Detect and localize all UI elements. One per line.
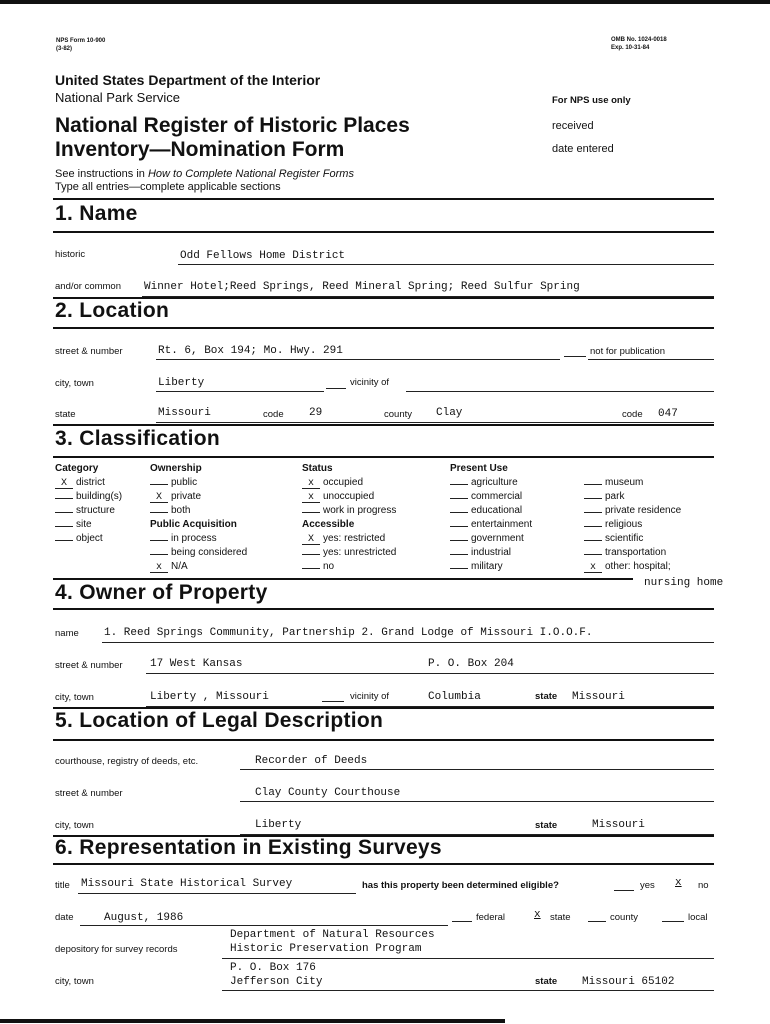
historic-value: Odd Fellows Home District: [180, 250, 346, 262]
depository-line2: Historic Preservation Program: [230, 943, 422, 955]
location-state-value: Missouri: [158, 407, 211, 419]
vicinity-blank: [326, 388, 346, 389]
use-transportation: transportation: [584, 546, 681, 560]
bottom-border: [0, 1019, 505, 1023]
checkbox-mark: [584, 540, 602, 541]
section3-bottom-rule: [53, 456, 714, 458]
local-level-label: local: [688, 912, 708, 923]
survey-title-value: Missouri State Historical Survey: [81, 878, 293, 890]
checkbox-mark: [55, 540, 73, 541]
checkbox-mark: [302, 568, 320, 569]
accessible-no: no: [302, 560, 396, 574]
use-entertainment: entertainment: [450, 518, 532, 532]
ownership-private: X private: [150, 490, 247, 504]
owner-vicinity-blank: [322, 701, 344, 702]
location-city-value: Liberty: [158, 377, 205, 389]
checkbox-mark: [584, 498, 602, 499]
ownership-public: public: [150, 476, 247, 490]
location-city-underline: [156, 391, 324, 392]
checkbox-mark: [302, 554, 320, 555]
omb-number: OMB No. 1024-0018: [611, 37, 667, 43]
location-vicinity-label: vicinity of: [350, 377, 390, 388]
section5-bottom-rule: [53, 739, 714, 741]
category-group: [55, 462, 122, 546]
survey-title-underline: [78, 893, 356, 894]
section2-heading: 2. Location: [55, 299, 170, 322]
status-unoccupied: x unoccupied: [302, 490, 396, 504]
top-border: [0, 0, 770, 4]
not-for-publication-blank: [564, 356, 586, 357]
state-mark: x: [534, 909, 541, 921]
acquisition-na: x N/A: [150, 560, 247, 574]
instructions-line2: Type all entries—complete applicable sections: [55, 181, 281, 193]
use-park: park: [584, 490, 681, 504]
owner-state-value: Missouri: [572, 691, 625, 703]
owner-vicinity-value: Columbia: [428, 691, 481, 703]
instructions-title: How to Complete National Register Forms: [147, 168, 354, 180]
checkbox-mark: [150, 512, 168, 513]
section4-bottom-rule: [53, 608, 714, 610]
checkbox-mark: [450, 512, 468, 513]
ownership-title: Ownership: [150, 463, 202, 474]
form-title-line2: Inventory—Nomination Form: [55, 138, 345, 161]
omb-expires: Exp. 10-31-84: [611, 45, 650, 51]
depository-label: depository for survey records: [55, 944, 178, 955]
owner-name-underline: [102, 642, 714, 643]
checkbox-mark: X: [302, 535, 320, 545]
location-county-code: 047: [658, 408, 678, 420]
checkbox-mark: x: [150, 563, 168, 573]
use-religious: religious: [584, 518, 681, 532]
category-buildings: building(s): [55, 490, 122, 504]
checkbox-mark: [55, 512, 73, 513]
checkbox-mark: x: [302, 493, 320, 503]
historic-label: historic: [55, 249, 86, 260]
section4-heading: 4. Owner of Property: [55, 581, 268, 604]
present-use-group: [450, 462, 532, 574]
legal-city-value: Liberty: [255, 819, 302, 831]
checkbox-mark: [584, 484, 602, 485]
survey-date-label: date: [55, 912, 74, 923]
nps-use-only: For NPS use only: [552, 95, 631, 106]
federal-label: federal: [476, 912, 506, 923]
location-county-label: county: [384, 409, 412, 420]
section1-heading: 1. Name: [55, 202, 138, 225]
checkbox-mark: [450, 540, 468, 541]
survey-state-label: state: [535, 976, 558, 987]
checkbox-mark: X: [55, 479, 73, 489]
present-use-title: Present Use: [450, 463, 508, 474]
instructions-prefix: See instructions in: [55, 168, 145, 180]
owner-street-value2: P. O. Box 204: [428, 658, 514, 670]
checkbox-mark: X: [150, 493, 168, 503]
owner-state-label: state: [535, 691, 558, 702]
agency-name: National Park Service: [55, 90, 180, 105]
section3-top-rule: [53, 424, 714, 426]
checkbox-mark: [450, 568, 468, 569]
use-educational: educational: [450, 504, 532, 518]
location-street-underline-end: [588, 359, 714, 360]
location-county-value: Clay: [436, 407, 463, 419]
ownership-both: both: [150, 504, 247, 518]
common-label: and/or common: [55, 281, 122, 292]
survey-city-underline: [222, 990, 714, 991]
status-title: Status: [302, 463, 333, 474]
checkbox-mark: x: [302, 479, 320, 489]
not-for-publication-label: not for publication: [590, 346, 665, 357]
use-private-residence: private residence: [584, 504, 681, 518]
owner-vicinity-label: vicinity of: [350, 691, 390, 702]
acquisition-being-considered: being considered: [150, 546, 247, 560]
location-state-code: 29: [309, 407, 323, 419]
use-other: x other: hospital;: [584, 560, 681, 574]
ownership-group: [150, 462, 247, 574]
federal-blank: [452, 921, 472, 922]
section2-bottom-rule: [53, 327, 714, 329]
checkbox-mark: [150, 540, 168, 541]
checkbox-mark: [55, 498, 73, 499]
owner-street-label: street & number: [55, 660, 123, 671]
courthouse-value: Recorder of Deeds: [255, 755, 368, 767]
category-district: X district: [55, 476, 122, 490]
checkbox-mark: [150, 484, 168, 485]
eligible-no-mark: x: [675, 877, 682, 889]
accessible-title: Accessible: [302, 519, 355, 530]
checkbox-mark: [584, 512, 602, 513]
checkbox-mark: [302, 512, 320, 513]
section1-bottom-rule: [53, 231, 714, 233]
checkbox-mark: [450, 498, 468, 499]
location-county-code-label: code: [622, 409, 643, 420]
survey-city-line1: P. O. Box 176: [230, 962, 316, 974]
form-revision: (3-82): [56, 46, 73, 52]
checkbox-mark: [584, 526, 602, 527]
legal-street-underline: [240, 801, 714, 802]
department-name: United States Department of the Interior: [55, 72, 321, 88]
courthouse-label: courthouse, registry of deeds, etc.: [55, 756, 199, 767]
depository-line1: Department of Natural Resources: [230, 929, 435, 941]
location-street-value: Rt. 6, Box 194; Mo. Hwy. 291: [158, 345, 343, 357]
legal-state-label: state: [535, 820, 558, 831]
legal-street-label: street & number: [55, 788, 123, 799]
category-structure: structure: [55, 504, 122, 518]
checkbox-mark: x: [584, 563, 602, 573]
category-object: object: [55, 532, 122, 546]
owner-name-value: 1. Reed Springs Community, Partnership 2. Grand Lodge of Missouri I.O.O.F.: [104, 627, 593, 639]
status-occupied: x occupied: [302, 476, 396, 490]
accessible-restricted: X yes: restricted: [302, 532, 396, 546]
checkbox-mark: [450, 484, 468, 485]
instructions: [55, 168, 354, 180]
owner-street-underline: [146, 673, 714, 674]
section6-heading: 6. Representation in Existing Surveys: [55, 836, 442, 859]
survey-city-label: city, town: [55, 976, 94, 987]
owner-street-value: 17 West Kansas: [150, 658, 243, 670]
category-site: site: [55, 518, 122, 532]
eligible-no-label: no: [698, 880, 709, 891]
location-street-label: street & number: [55, 346, 123, 357]
acquisition-in-process: in process: [150, 532, 247, 546]
location-state-underline: [156, 422, 714, 423]
checkbox-mark: [55, 526, 73, 527]
county-blank: [588, 921, 606, 922]
section3-heading: 3. Classification: [55, 427, 220, 450]
state-level-label: state: [550, 912, 571, 923]
location-state-label: state: [55, 409, 76, 420]
county-level-label: county: [610, 912, 638, 923]
eligible-yes-blank: [614, 890, 634, 891]
use-industrial: industrial: [450, 546, 532, 560]
owner-name-label: name: [55, 628, 79, 639]
historic-underline: [178, 264, 714, 265]
form-number: NPS Form 10-900: [56, 38, 106, 44]
eligible-yes-label: yes: [640, 880, 655, 891]
status-group: [302, 462, 396, 574]
common-value: Winner Hotel;Reed Springs, Reed Mineral Spring; Reed Sulfur Spring: [144, 281, 580, 293]
use-commercial: commercial: [450, 490, 532, 504]
present-use-group-2: [584, 476, 681, 574]
location-state-code-label: code: [263, 409, 284, 420]
legal-street-value: Clay County Courthouse: [255, 787, 401, 799]
checkbox-mark: [450, 554, 468, 555]
checkbox-mark: [450, 526, 468, 527]
survey-title-label: title: [55, 880, 70, 891]
survey-city-line2: Jefferson City: [230, 976, 323, 988]
location-vicinity-underline: [406, 391, 714, 392]
legal-state-value: Missouri: [592, 819, 645, 831]
section4-top-rule: [53, 578, 633, 580]
use-agriculture: agriculture: [450, 476, 532, 490]
location-street-underline: [156, 359, 560, 360]
section1-top-rule: [53, 198, 714, 200]
local-blank: [662, 921, 684, 922]
checkbox-mark: [584, 554, 602, 555]
eligible-question: has this property been determined eligible?: [362, 880, 559, 891]
use-scientific: scientific: [584, 532, 681, 546]
use-government: government: [450, 532, 532, 546]
owner-city-label: city, town: [55, 692, 94, 703]
date-entered-label: date entered: [552, 143, 614, 155]
use-military: military: [450, 560, 532, 574]
section5-heading: 5. Location of Legal Description: [55, 709, 384, 732]
owner-city-value: Liberty , Missouri: [150, 691, 269, 703]
category-title: Category: [55, 463, 99, 474]
courthouse-underline: [240, 769, 714, 770]
survey-date-value: August, 1986: [104, 912, 184, 924]
checkbox-mark: [150, 554, 168, 555]
form-title-line1: National Register of Historic Places: [55, 114, 410, 137]
section6-bottom-rule: [53, 863, 714, 865]
legal-city-label: city, town: [55, 820, 94, 831]
use-museum: museum: [584, 476, 681, 490]
survey-state-value: Missouri 65102: [582, 976, 675, 988]
location-city-label: city, town: [55, 378, 94, 389]
status-work-in-progress: work in progress: [302, 504, 396, 518]
accessible-unrestricted: yes: unrestricted: [302, 546, 396, 560]
depository-underline: [222, 958, 714, 959]
survey-date-underline: [80, 925, 448, 926]
use-other-continued: nursing home: [644, 577, 724, 589]
public-acquisition-title: Public Acquisition: [150, 519, 237, 530]
received-label: received: [552, 120, 594, 132]
